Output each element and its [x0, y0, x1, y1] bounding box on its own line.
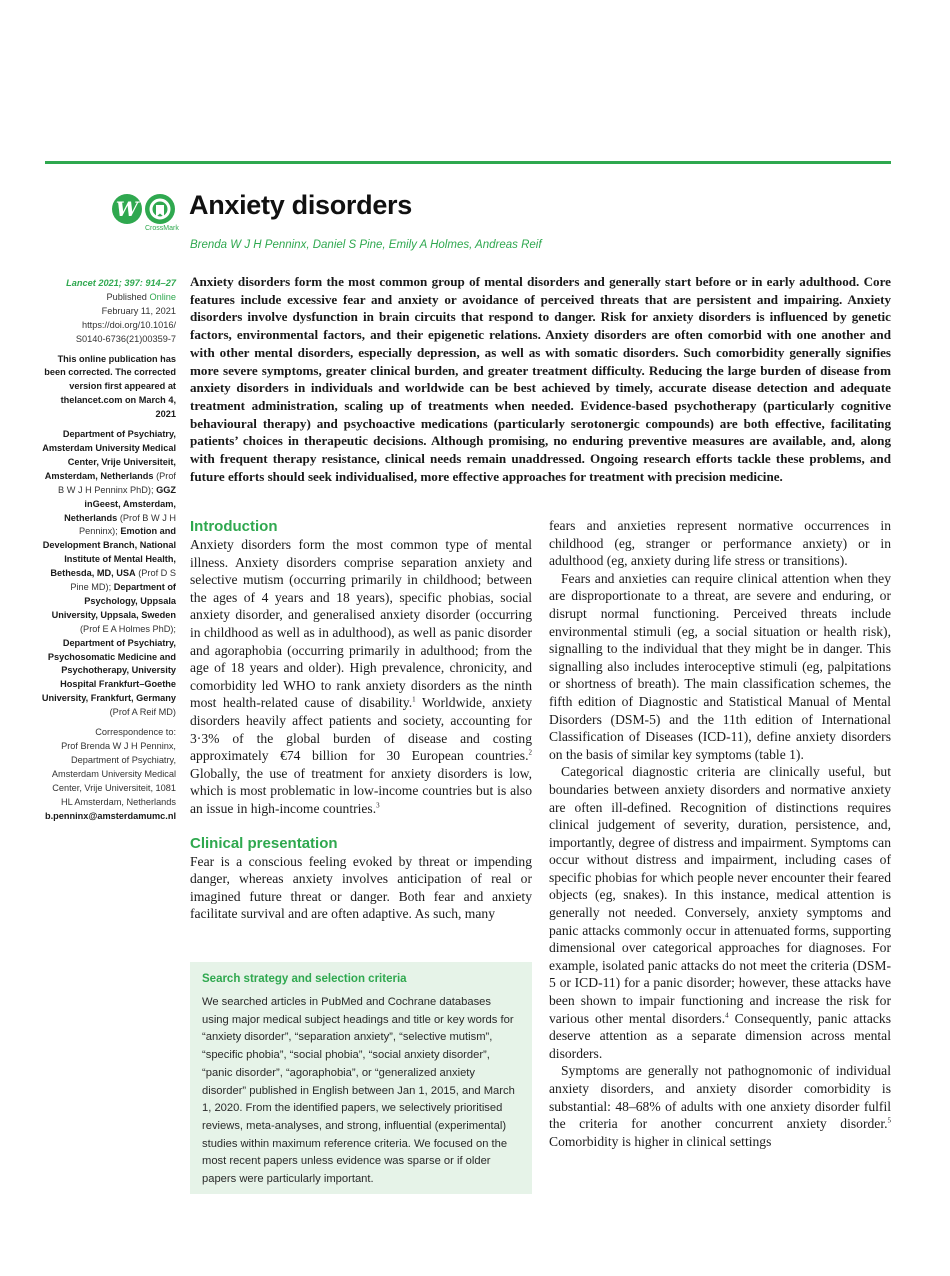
reference-2[interactable]: 2: [528, 748, 532, 757]
intro-text-3: Globally, the use of treatment for anxiety disorders is low, which is most problematic in low-income countries but is also an issue in high-income countries.: [190, 765, 532, 816]
right-paragraph-2: [549, 763, 891, 1062]
correspondence-email[interactable]: b.penninx@amsterdamumc.nl: [45, 810, 176, 821]
abstract: Anxiety disorders form the most common group of mental disorders and generally start before or in early adulthood. Core features include excessive fear and anxiety or avoidance of perceived threats that are persistent and impairing. Anxiety disorders involve dysfunction in brain circuits that respond to danger. Risk for anxiety disorders is influenced by genetic factors, environmental factors, and their epigenetic relations. Anxiety disorders are often comorbid with one another and with other mental disorders, especially depression, as well as with somatic disorders. Such comorbidity generally signifies more severe symptoms, greater clinical burden, and greater treatment difficulty. Reducing the large burden of disease from anxiety disorders in individuals and worldwide can be best achieved by timely, accurate disease detection and adequate treatment administration, scaling up of treatments when needed. Evidence-based psychotherapy (particularly cognitive behavioural therapy) and psychoactive medications (particularly serotonergic compounds) are both effective, facilitating patients’ choices in therapeutic decisions. Although promising, no enduring preventive measures are available, and, along with frequent therapy resistance, clinical needs remain unaddressed. Ongoing research efforts tackle these problems, and future efforts should seek individualised, more effective approaches for treatment with precision medicine.: [190, 274, 891, 484]
affiliation-1: Department of Psychiatry, Amsterdam University Medical Center, Vrije Universiteit, Amsterdam, Netherlands: [42, 429, 176, 481]
affiliation-3: Emotion and Development Branch, National Institute of Mental Health, Bethesda, MD, USA: [42, 526, 176, 579]
reference-1[interactable]: 1: [412, 695, 416, 704]
reference-5[interactable]: 5: [887, 1116, 891, 1125]
right-paragraph-3: [549, 1062, 891, 1150]
published-line: [40, 291, 176, 305]
right-text-3b: Comorbidity is higher in clinical settings: [549, 1133, 772, 1149]
introduction-heading: Introduction: [190, 518, 278, 535]
affiliation-3-person: (Prof D S Pine MD);: [70, 568, 176, 593]
clinical-paragraph: Fear is a conscious feeling evoked by threat or impending danger, whereas anxiety involves anticipation of real or imagined future threat or danger. Both fear and anxiety facilitate survival and are often adaptive. As such, many: [190, 853, 532, 922]
doi-line-2[interactable]: S0140-6736(21)00359-7: [75, 333, 176, 344]
bookmark-icon: [145, 194, 175, 224]
right-text-3a: Symptoms are generally not pathognomonic of individual anxiety disorders, and anxiety disorder comorbidity is substantial: 48–68% of adults with one anxiety disorder fulfil the criteria for another concurrent anxiety disorder.: [549, 1063, 891, 1132]
right-text-2b: Consequently, panic attacks deserve attention as a separate dimension across mental disorders.: [549, 1010, 891, 1061]
affiliation-1-person: (Prof B W J H Penninx PhD);: [58, 470, 176, 495]
clinical-presentation-heading: Clinical presentation: [190, 834, 338, 852]
crossmark-bookmark-icon[interactable]: [145, 194, 175, 224]
author-list: Brenda W J H Penninx, Daniel S Pine, Emily A Holmes, Andreas Reif: [190, 239, 542, 251]
published-date: February 11, 2021: [101, 305, 176, 316]
affiliation-4-person: (Prof E A Holmes PhD);: [80, 623, 176, 634]
correspondence-label: Correspondence to:: [95, 727, 176, 738]
article-sidebar: [40, 277, 176, 823]
published-online-link[interactable]: Online: [149, 291, 176, 302]
right-paragraph-0: fears and anxieties represent normative occurrences in childhood (eg, stranger or performance anxiety) or in adulthood (eg, anxiety during life stress or transitions).: [549, 518, 891, 569]
correspondence-address: Prof Brenda W J H Penninx, Department of Psychiatry, Amsterdam University Medical Center, Vrije Universiteit, 1081 HL Amsterdam, Netherlands: [51, 741, 176, 807]
affiliation-5-person: (Prof A Reif MD): [109, 707, 176, 718]
introduction-paragraph: [190, 536, 532, 818]
reference-3[interactable]: 3: [376, 801, 380, 810]
search-strategy-title: Search strategy and selection criteria: [202, 973, 407, 985]
citation[interactable]: Lancet 2021; 397: 914–27: [66, 278, 176, 288]
affiliation-4: Department of Psychology, Uppsala University, Uppsala, Sweden: [51, 582, 176, 620]
affiliation-2: GGZ inGeest, Amsterdam, Netherlands: [64, 484, 176, 523]
w-logo-icon[interactable]: W: [112, 194, 142, 224]
header-logos: [112, 194, 178, 234]
affiliations: [40, 428, 176, 720]
intro-text-2: Worldwide, anxiety disorders heavily affect patients and society, accounting for 3·3% of the global burden of disease and costing approximately €74 billion for 30 European countries.: [190, 695, 532, 764]
intro-text-1: Anxiety disorders form the most common type of mental illness. Anxiety disorders comprise separation anxiety and selective mutism (occurring primarily in childhood; between the ages of 4 years and 18 years), specific phobias, social anxiety disorder, and generalised anxiety disorder (occurring in childhood as well as in adulthood), as well as panic disorder and agoraphobia (occurring primarily in adulthood; from the age of 18 years and older). High prevalence, chronicity, and comorbidity led WHO to rank anxiety disorders as the ninth most health-related cause of disability.: [190, 537, 532, 711]
search-strategy-text: We searched articles in PubMed and Cochrane databases using major medical subject headings and title or key words for “anxiety disorder”, “separation anxiety”, “selective mutism”, “specific phobia”, “social phobia”, “social anxiety disorder”, “panic disorder”, “agoraphobia”, or “generalized anxiety disorder” published in English between Jan 1, 2015, and March 1, 2020. From the identified papers, we selectively prioritised reviews, meta-analyses, and strong, influential (experimental) studies within maximum reference criteria. We focused on the most recent papers unless evidence was sparse or if older papers were particularly important.: [202, 996, 515, 1186]
body-column-right: [549, 517, 891, 1150]
reference-4[interactable]: 4: [725, 1011, 729, 1020]
search-strategy-box: [190, 962, 532, 1194]
body-column-left: [190, 517, 532, 923]
header-rule: [45, 161, 891, 164]
affiliation-5: Department of Psychiatry, Psychosomatic Medicine and Psychotherapy, University Hospital Frankfurt–Goethe University, Frankfurt, Germany: [41, 637, 176, 704]
affiliation-2-person: (Prof B W J H Penninx);: [78, 512, 176, 537]
crossmark-label: CrossMark: [145, 225, 179, 232]
correction-note: This online publication has been corrected. The corrected version first appeared at thelancet.com on March 4, 2021: [44, 353, 176, 420]
article-title: Anxiety disorders: [189, 190, 412, 220]
right-paragraph-1: Fears and anxieties can require clinical attention when they are disproportionate to a threat, are severe and enduring, or disrupt normal functioning. Perceived threats include environmental stimuli (eg, a social situation or health risk), signalling to the individual that they might be in danger. This signalling also includes interoceptive stimuli (eg, palpitations or shortness of breath). The main classification schemes, the fifth edition of Diagnostic and Statistical Manual of Mental Disorders (DSM-5) and the 11th edition of International Classification of Diseases (ICD-11), define anxiety disorders on the basis of similar key symptoms (table 1).: [549, 570, 891, 762]
right-text-2a: Categorical diagnostic criteria are clinically useful, but boundaries between anxiety disorders and normative anxiety are often ill-defined. Recognition of distinctions requires clinical judgement of severity, duration, persistence, and, importantly, degree of distress and impairment. Symptoms can occur without distress and impairment, including cases of specific phobias for which people never encounter their feared objects (eg, snakes). In this instance, medical attention is generally not needed. Conversely, anxiety symptoms and panic attacks commonly occur in attenuated forms, supporting dimensional over categorical approaches for diagnoses. For example, isolated panic attacks do not meet the criteria (DSM-5 or ICD-11) for a panic disorder; however, these attacks have been shown to impair functioning and increase the risk for various other mental disorders.: [549, 764, 891, 1026]
published-prefix: Published: [106, 291, 150, 302]
doi-line-1[interactable]: https://doi.org/10.1016/: [82, 319, 176, 330]
